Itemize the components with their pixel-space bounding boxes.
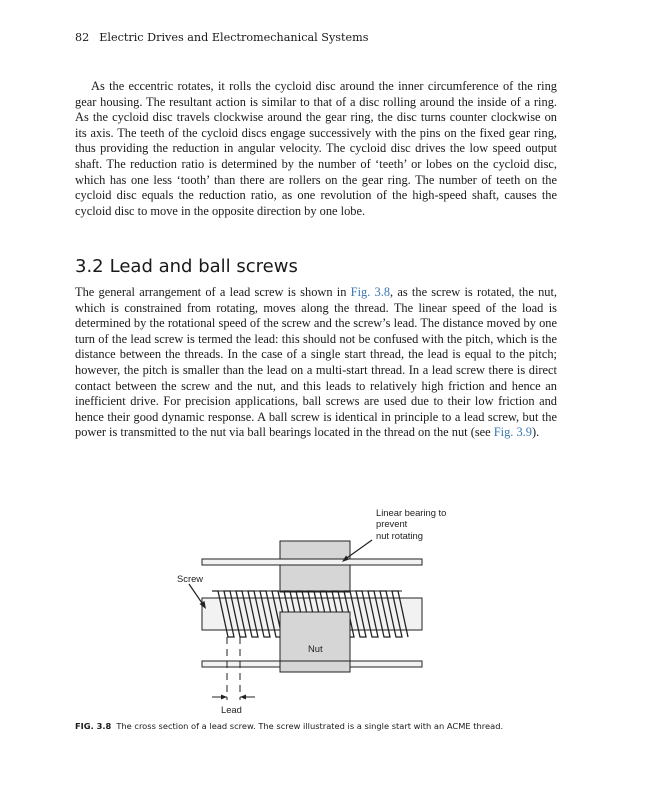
- bearing-bar-top: [202, 559, 422, 565]
- bearing-label: [376, 507, 446, 541]
- running-head: [75, 31, 575, 44]
- lead-arrowhead-left: [221, 695, 227, 700]
- section-heading: [75, 256, 298, 277]
- nut-lower-edge: [280, 661, 350, 672]
- nut-upper-section: [280, 565, 350, 592]
- bearing-label-line-1: Linear bearing to: [376, 507, 447, 518]
- paragraph-lead-screw: [75, 285, 557, 441]
- paragraph-cycloid: As the eccentric rotates, it rolls the cycloid disc around the inner circumference of the ring gear housing. The resultant action is similar to that of a disc rolling around the inside of a ring. As the cycloid disc travels clockwise around the gear ring, the disc turns counter clockwise on its axis. The teeth of the cycloid discs engage successively with the pins on the fixed gear ring, thus providing the reduction in angular velocity. The cycloid disc drives the low speed output shaft. The reduction ratio is determined by the number of ‘teeth’ or lobes on the cycloid disc, which has one less ‘tooth’ than there are rollers on the gear ring. The number of teeth on the cycloid disc equals the reduction ratio, as one revolution of the high-speed shaft, causes the cycloid disc to move in the opposite direction by one lobe.: [75, 79, 557, 218]
- paragraph-text-1: The general arrangement of a lead screw is shown in: [75, 285, 351, 299]
- nut-label: Nut: [308, 643, 323, 654]
- lead-screw-figure: [160, 498, 490, 723]
- figure-link-3-9[interactable]: Fig. 3.9: [493, 425, 532, 440]
- page-number: 82: [75, 31, 90, 44]
- nut-upper-block: [280, 541, 350, 561]
- figure-link-3-8[interactable]: Fig. 3.8: [350, 285, 391, 299]
- bearing-label-line-3: nut rotating: [376, 529, 423, 541]
- figure-caption: [75, 721, 575, 731]
- paragraph-text-2: , as the screw is rotated, the nut, which is constrained from rotating, moves along the thread. The linear speed of the load is determined by the rotational speed of the screw and the screw’s lead. The distance moved by one turn of the lead screw is termed the lead: this should not be confused with the pitch, which is the distance between the threads. In the case of a single start thread, the lead is equal to the pitch; however, the pitch is smaller than the lead on a multi-start thread. In a lead screw there is direct contact between the screw and the nut, and this leads to relatively high friction and hence an inefficient drive. For precision applications, ball screws are used due to their low friction and hence their good dynamic response. A ball screw is identical in principle to a lead screw, but the power is transmitted to the nut via ball bearings located in the thread on the nut (see: [75, 285, 558, 440]
- paragraph-text-3: ).: [531, 425, 540, 440]
- book-title: Electric Drives and Electromechanical Systems: [99, 31, 369, 44]
- section-number: 3.2: [75, 256, 104, 277]
- bearing-label-line-2: prevent: [376, 518, 408, 530]
- lead-label: Lead: [221, 704, 242, 715]
- screw-label: Screw: [177, 573, 204, 584]
- caption-text: The cross section of a lead screw. The screw illustrated is a single start with an ACME thread.: [116, 721, 504, 731]
- lead-arrowhead-right: [240, 695, 246, 700]
- caption-label: FIG. 3.8: [75, 721, 112, 731]
- section-title: Lead and ball screws: [109, 256, 298, 277]
